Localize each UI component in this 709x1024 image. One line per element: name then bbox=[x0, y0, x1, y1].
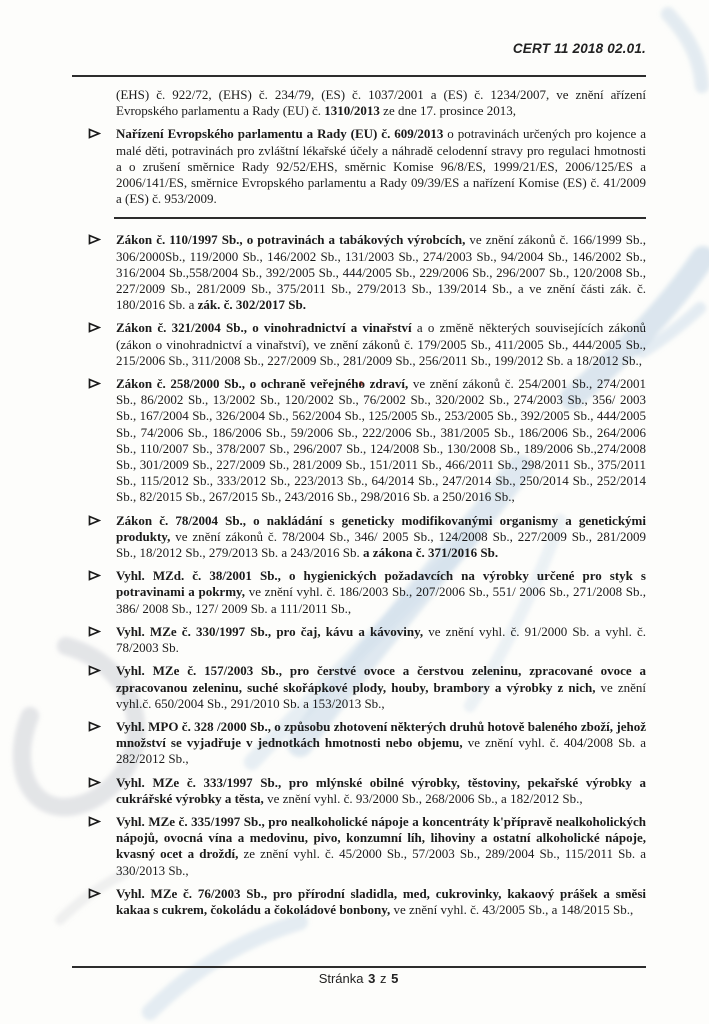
bullet-arrow-icon bbox=[88, 322, 101, 333]
list-item: Zákon č. 258/2000 Sb., o ochraně veřejného zdraví, ve znění zákonů č. 254/2001 Sb., 274/2001 Sb., 86/2002 Sb., 13/2002 Sb., 120/2002 Sb., 76/2002 Sb., 320/2002 Sb., 274/2003 Sb., 356/ 2003 Sb., 167/2004 Sb., 326/2004 Sb., 562/2004 Sb., 125/2005 Sb., 253/2005 Sb., 392/2005 Sb., 444/2005 Sb., 74/2006 Sb., 186/2006 Sb., 59/2006 Sb., 222/2006 Sb., 381/2005 Sb., 186/2006 Sb., 264/2006 Sb., 110/2007 Sb., 378/2007 Sb., 296/2007 Sb., 124/2008 Sb., 130/2008 Sb., 189/2006 Sb.,274/2008 Sb., 301/2009 Sb., 227/2009 Sb., 281/2009 Sb., 151/2011 Sb., 466/2011 Sb., 298/2011 Sb., 375/2011 Sb., 115/2012 Sb., 333/2012 Sb., 223/2013 Sb., 64/2014 Sb., 247/2014 Sb., 250/2014 Sb., 252/2014 Sb., 82/2015 Sb., 267/2015 Sb., 243/2016 Sb., 298/2016 Sb. a 250/2016 Sb., bbox=[116, 376, 646, 506]
footer-divider bbox=[72, 966, 646, 968]
footer-page-number: 3 bbox=[368, 971, 376, 986]
doc-code-header: CERT 11 2018 02.01. bbox=[512, 41, 646, 56]
law-list-block bbox=[116, 232, 646, 918]
footer-prefix: Stránka bbox=[318, 971, 368, 986]
bullet-arrow-icon bbox=[88, 128, 101, 139]
list-item: Zákon č. 321/2004 Sb., o vinohradnictví a vinařství a o změně některých souvisejících zákonů (zákon o vinohradnictví a vinařství), ve znění zákonů č. 179/2005 Sb., 411/2005 Sb., 444/2005 Sb., 215/2006 Sb., 311/2008 Sb., 227/2009 Sb., 281/2009 Sb., 256/2011 Sb., 199/2012 Sb. a 18/2012 Sb., bbox=[116, 320, 646, 369]
list-item: Vyhl. MZd. č. 38/2001 Sb., o hygienických požadavcích na výrobky určené pro styk s potravinami a pokrmy, ve znění vyhl. č. 186/2003 Sb., 207/2006 Sb., 551/ 2006 Sb., 271/2008 Sb., 386/ 2008 Sb., 127/ 2009 Sb. a 111/2011 Sb., bbox=[116, 568, 646, 617]
list-item: Zákon č. 110/1997 Sb., o potravinách a tabákových výrobcích, ve znění zákonů č. 166/1999 Sb., 306/2000Sb., 119/2000 Sb., 146/2002 Sb., 131/2003 Sb., 274/2003 Sb., 94/2004 Sb., 146/2002 Sb., 316/2004 Sb.,558/2004 Sb., 392/2005 Sb., 444/2005 Sb., 229/2006 Sb., 296/2007 Sb., 120/2008 Sb., 227/2009 Sb., 281/2009 Sb., 375/2011 Sb., 279/2013 Sb., 139/2014 Sb., a ve znění části zák. č. 180/2016 Sb. a zák. č. 302/2017 Sb. bbox=[116, 232, 646, 313]
bullet-arrow-icon bbox=[88, 665, 101, 676]
bullet-arrow-icon bbox=[88, 378, 101, 389]
page-footer bbox=[72, 971, 646, 986]
list-item: Vyhl. MZe č. 335/1997 Sb., pro nealkoholické nápoje a koncentráty k'přípravě nealkoholických nápojů, ovocná vína a medovinu, pivo, konzumní líh, lihoviny a ostatní alkoholické nápoje, kvasný ocet a droždí, ze znění vyhl. č. 45/2000 Sb., 57/2003 Sb., 289/2004 Sb., 115/2011 Sb. a 330/2013 Sb., bbox=[116, 814, 646, 879]
list-item: Vyhl. MZe č. 330/1997 Sb., pro čaj, kávu a kávoviny, ve znění vyhl. č. 91/2000 Sb. a vyhl. č. 78/2003 Sb. bbox=[116, 624, 646, 656]
bullet-arrow-icon bbox=[88, 515, 101, 526]
list-item: Vyhl. MZe č. 333/1997 Sb., pro mlýnské obilné výrobky, těstoviny, pekařské výrobky a cukrářské výrobky a těsta, ve znění vyhl. č. 93/2000 Sb., 268/2006 Sb., a 182/2012 Sb., bbox=[116, 775, 646, 807]
header-divider bbox=[72, 75, 646, 77]
list-item: Vyhl. MZe č. 76/2003 Sb., pro přírodní sladidla, med, cukrovinky, kakaový prášek a směsi kakaa s cukrem, čokoládu a čokoládové bonbony, ve znění vyhl. č. 43/2005 Sb., a 148/2015 Sb., bbox=[116, 886, 646, 918]
section-divider bbox=[114, 217, 646, 219]
list-item: Vyhl. MZe č. 157/2003 Sb., pro čerstvé ovoce a čerstvou zeleninu, zpracované ovoce a zpracovanou zeleninu, suché skořápkové plody, houby, brambory a výrobky z nich, ve znění vyhl.č. 650/2004 Sb., 291/2010 Sb. a 153/2013 Sb., bbox=[116, 663, 646, 712]
list-item: Vyhl. MPO č. 328 /2000 Sb., o způsobu zhotovení některých druhů hotově baleného zboží, jehož množství se vyjadřuje v jednotkách hmotnosti nebo objemu, ve znění vyhl. č. 404/2008 Sb. a 282/2012 Sb., bbox=[116, 719, 646, 768]
intro-block bbox=[116, 87, 646, 207]
paragraph: (EHS) č. 922/72, (EHS) č. 234/79, (ES) č. 1037/2001 a (ES) č. 1234/2007, ve znění ařízení Evropského parlamentu a Rady (EU) č. 1310/2013 ze dne 17. prosince 2013, bbox=[116, 87, 646, 119]
bullet-arrow-icon bbox=[88, 816, 101, 827]
footer-total-pages: 5 bbox=[391, 971, 399, 986]
bullet-arrow-icon bbox=[88, 570, 101, 581]
list-item: Nařízení Evropského parlamentu a Rady (EU) č. 609/2013 o potravinách určených pro kojence a malé děti, potravinách pro zvláštní lékařské účely a náhradě celodenní stravy pro regulaci hmotnosti a o zrušení směrnice Rady 92/52/EHS, směrnic Komise 96/8/ES, 1999/21/ES, 2006/125/ES a 2006/141/ES, směrnice Evropského parlamentu a Rady 09/39/ES a nařízení Komise (ES) č. 41/2009 a (ES) č. 953/2009. bbox=[116, 126, 646, 207]
bullet-arrow-icon bbox=[88, 777, 101, 788]
list-item: Zákon č. 78/2004 Sb., o nakládání s geneticky modifikovanými organismy a genetickými produkty, ve znění zákonů č. 78/2004 Sb., 346/ 2005 Sb., 124/2008 Sb., 227/2009 Sb., 281/2009 Sb., 18/2012 Sb., 279/2013 Sb. a 243/2016 Sb. a zákona č. 371/2016 Sb. bbox=[116, 513, 646, 562]
document-body bbox=[116, 87, 646, 925]
bullet-arrow-icon bbox=[88, 721, 101, 732]
bullet-arrow-icon bbox=[88, 888, 101, 899]
bullet-arrow-icon bbox=[88, 626, 101, 637]
bullet-arrow-icon bbox=[88, 234, 101, 245]
footer-separator: z bbox=[376, 971, 391, 986]
